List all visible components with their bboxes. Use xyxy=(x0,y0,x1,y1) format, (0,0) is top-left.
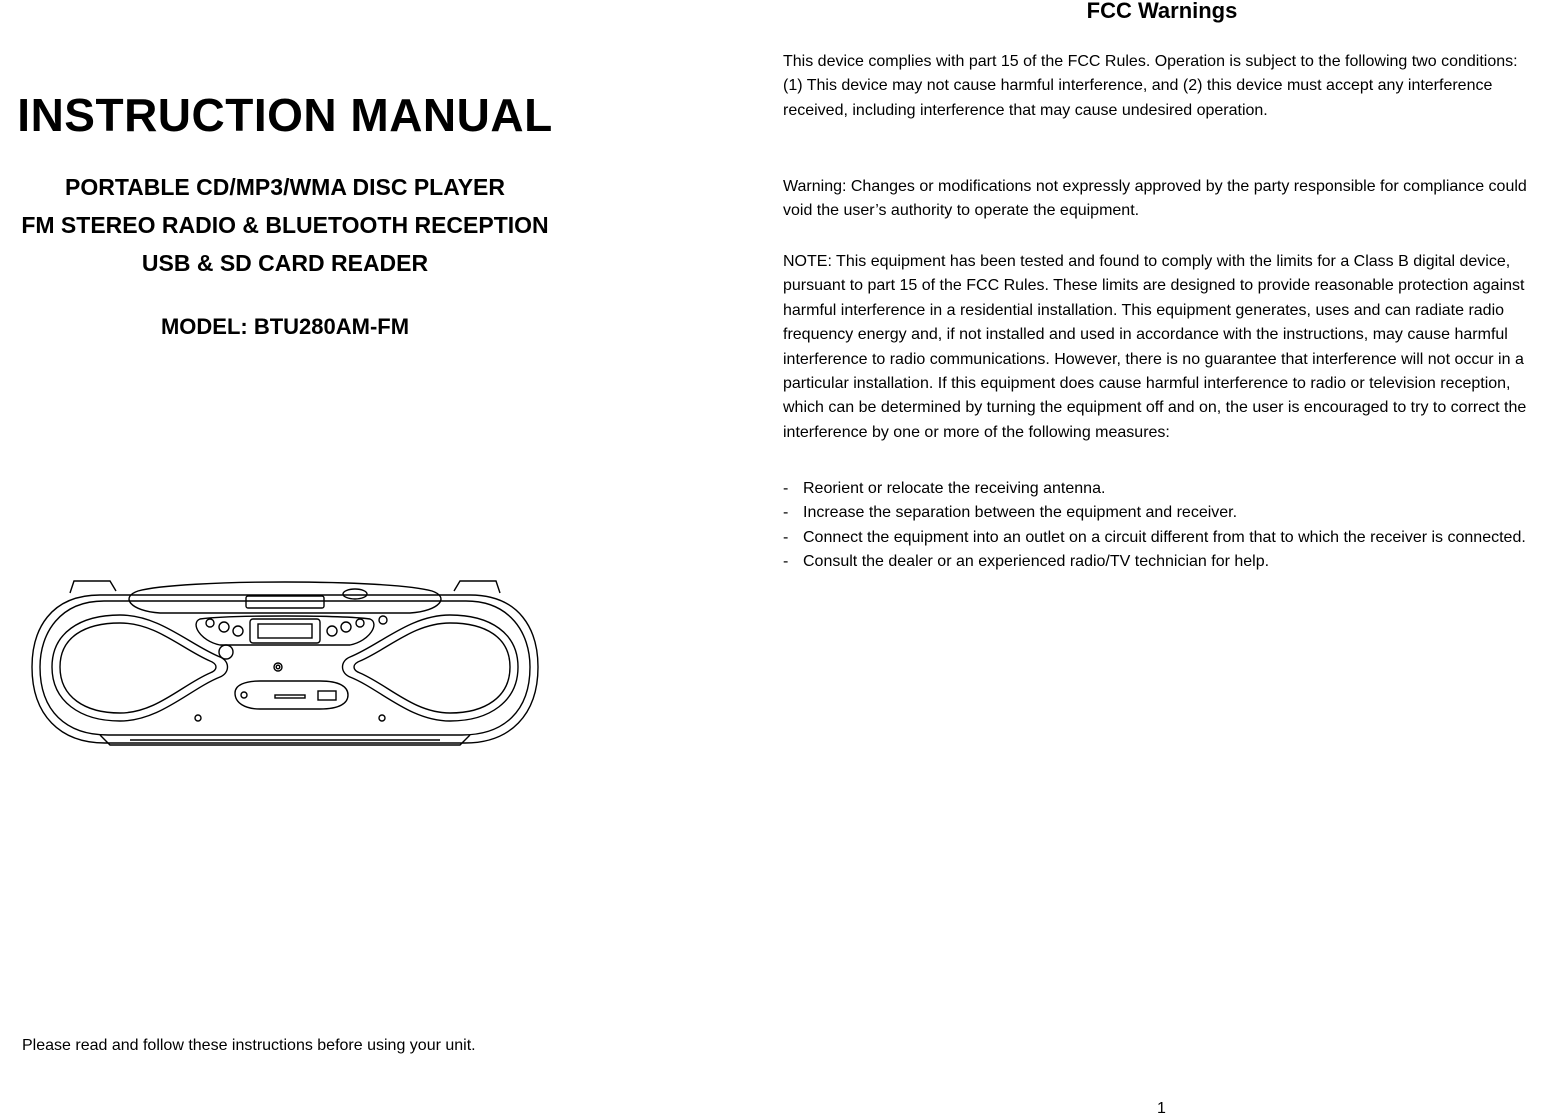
model-number: MODEL: BTU280AM-FM xyxy=(160,314,410,339)
read-instructions-note: Please read and follow these instructions before using your unit. xyxy=(22,1037,476,1054)
fcc-paragraph-text: Warning: Changes or modifications not expressly approved by the party responsible for compliance could void the user’s authority to operate the equipment. xyxy=(783,178,1527,220)
manual-title: INSTRUCTION MANUAL xyxy=(17,89,553,141)
fcc-warnings-heading: FCC Warnings xyxy=(1086,0,1238,23)
product-subtitle-line-1: PORTABLE CD/MP3/WMA DISC PLAYER xyxy=(64,174,505,200)
fcc-paragraph-text: NOTE: This equipment has been tested and found to comply with the limits for a Class B digital device, pursuant to part 15 of the FCC Rules. These limits are designed to provide reasonable protection against harmful interference in a residential installation. This equipment generates, uses and can radiate radio frequency energy and, if not installed and used in accordance with the instructions, may cause harmful interference to radio communications. However, there is no guarantee that interference will not occur in a particular installation. If this equipment does cause harmful interference to radio or television reception, which can be determined by turning the equipment off and on, the user is encouraged to try to correct the interference by one or more of the following measures: xyxy=(783,253,1527,441)
bullet-dash: - xyxy=(783,504,789,522)
class-b-note-paragraph xyxy=(783,250,1540,445)
fcc-compliance-paragraph xyxy=(783,50,1540,123)
measure-text: Reorient or relocate the receiving antenna. xyxy=(803,480,1106,497)
page-number: 1 xyxy=(1157,1100,1166,1117)
boombox-illustration xyxy=(30,575,540,750)
interference-measures-list xyxy=(783,477,1540,575)
list-item xyxy=(783,477,1540,501)
measure-text: Increase the separation between the equipment and receiver. xyxy=(803,504,1238,522)
product-subtitle-line-2: FM STEREO RADIO & BLUETOOTH RECEPTION xyxy=(21,212,549,238)
measure-text: Consult the dealer or an experienced radio/TV technician for help. xyxy=(803,553,1270,571)
product-subtitle-line-3: USB & SD CARD READER xyxy=(141,250,429,276)
fcc-paragraph-text: This device complies with part 15 of the FCC Rules. Operation is subject to the following two conditions: (1) This device may not cause harmful interference, and (2) this device must accept any interference received, including interference that may cause undesired operation. xyxy=(783,53,1518,119)
bullet-dash: - xyxy=(783,528,789,546)
list-item xyxy=(783,526,1540,550)
modification-warning-paragraph xyxy=(783,175,1540,224)
bullet-dash: - xyxy=(783,553,789,571)
measure-text: Connect the equipment into an outlet on a circuit different from that to which the receiver is connected. xyxy=(803,528,1526,546)
list-item xyxy=(783,501,1540,525)
bullet-dash: - xyxy=(783,480,789,497)
list-item xyxy=(783,550,1540,574)
